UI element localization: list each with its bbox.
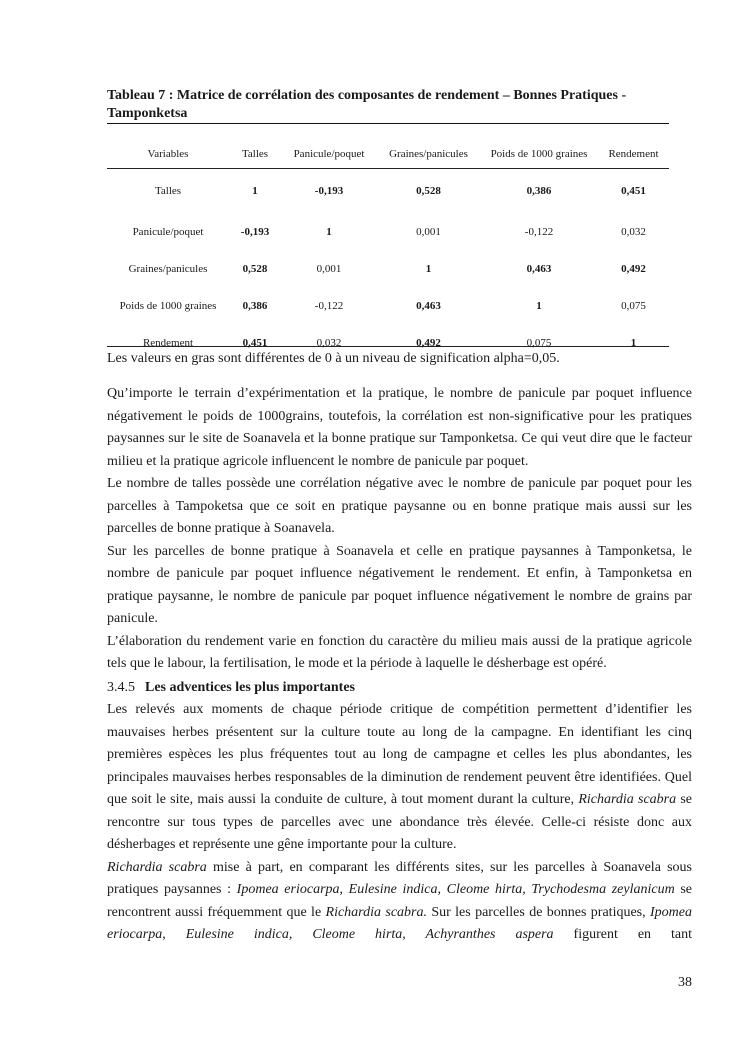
- table-cell: 0,528: [242, 262, 268, 275]
- table-cell: 0,463: [416, 299, 441, 312]
- body-text: [107, 383, 692, 947]
- species-name: Ipomea eriocarpa: [236, 882, 340, 897]
- table-cell: -0,122: [314, 299, 344, 312]
- table-cell: 0,528: [416, 184, 441, 197]
- text-run: se rencontrent aussi fréquemment que le: [107, 882, 692, 920]
- table-row: [107, 213, 669, 250]
- row-label: Panicule/poquet: [132, 225, 204, 238]
- text-run: figurent en tant: [553, 927, 692, 942]
- section-heading: [107, 677, 692, 700]
- text-run: Les relevés aux moments de chaque période critique de compétition permettent d’identifier les mauvaises herbes présentent sur la culture toute au long de la campagne. En identifiant les cinq premières espèces les plus fréquentes tout au long de campagne et celles les plus abondantes, les principales mauvaises herbes responsables de la diminution de rendement peuvent être identifiées. Quel que soit le site, mais aussi la conduite de culture, à tout moment durant la culture,: [107, 702, 692, 807]
- table-cell: -0,193: [314, 184, 344, 197]
- species-name: Eulesine indica, Cleome hirta, Trychodesma zeylanicum: [348, 882, 675, 897]
- table-cell: 1: [252, 184, 258, 197]
- text-run: mise à part, en comparant les différents sites, sur les parcelles à Soanavela sous pratiques paysannes :: [107, 859, 692, 897]
- table-cell: 0,075: [621, 299, 646, 312]
- table-cell: 0,001: [416, 225, 441, 238]
- table-cell: 0,463: [526, 262, 552, 275]
- table-cell: 0,075: [526, 336, 552, 349]
- table-cell: 0,386: [242, 299, 268, 312]
- species-name: Ipomea eriocarpa: [107, 904, 692, 942]
- table-caption: Tableau 7 : Matrice de corrélation des composantes de rendement – Bonnes Pratiques - Tamponketsa: [107, 88, 627, 121]
- text-run: ,: [162, 927, 186, 942]
- row-label: Graines/panicules: [128, 262, 208, 275]
- table-cell: 0,032: [316, 336, 342, 349]
- text-run: ,: [339, 882, 349, 897]
- section-title: Les adventices les plus importantes: [145, 679, 355, 695]
- column-header: Rendement: [608, 148, 659, 161]
- paragraph: [107, 699, 692, 857]
- table-row: [107, 287, 669, 324]
- species-name: Richardia scabra: [107, 859, 207, 875]
- table-cell: 1: [425, 262, 432, 275]
- table-row: [107, 168, 669, 213]
- row-label: Talles: [154, 184, 182, 197]
- table-cell: 0,451: [621, 184, 646, 197]
- text-run: Sur les parcelles de bonnes pratiques,: [426, 904, 650, 920]
- paragraph: L’élaboration du rendement varie en fonction du caractère du milieu mais aussi de la pratique agricole tels que le labour, la fertilisation, le mode et la période à laquelle le désherbage est opéré.: [107, 633, 692, 671]
- table-note: Les valeurs en gras sont différentes de 0 à un niveau de signification alpha=0,05.: [107, 351, 560, 366]
- row-label: Rendement: [142, 336, 194, 349]
- paragraph: Le nombre de talles possède une corrélation négative avec le nombre de panicule par poquet pour les parcelles à Tampoketsa que ce soit en pratique paysanne ou en bonne pratique mais aussi sur les parcelles de bonne pratique à Soanavela.: [107, 476, 692, 536]
- table-body: [107, 168, 669, 361]
- paragraph: Sur les parcelles de bonne pratique à Soanavela et celle en pratique paysannes à Tamponketsa, le nombre de panicule par poquet influence négativement le rendement. Et enfin, à Tamponketsa en pratique paysanne, le nombre de panicule par poquet influence négativement le nombre de grains par panicule.: [107, 543, 692, 626]
- species-name: Eulesine indica, Cleome hirta, Achyranthes aspera: [185, 927, 554, 942]
- text-run: se rencontre sur tous types de parcelles avec une abondance très élevée. Celle-ci résiste donc aux désherbages et représente une gêne importante pour la culture.: [107, 792, 692, 852]
- table-top-rule: [107, 123, 669, 124]
- table-cell: 0,451: [242, 336, 268, 349]
- page-number: 38: [678, 975, 692, 990]
- table-header-row: [107, 141, 669, 168]
- column-header: Graines/panicules: [389, 148, 468, 161]
- table-cell: 0,386: [526, 184, 552, 197]
- column-header: Panicule/poquet: [293, 148, 365, 161]
- correlation-table: [107, 141, 669, 361]
- paragraph: [107, 857, 692, 947]
- table-row: [107, 250, 669, 287]
- species-name: Richardia scabra: [578, 792, 677, 807]
- table-cell: -0,193: [240, 225, 270, 238]
- table-cell: 0,001: [316, 262, 342, 275]
- row-label: Poids de 1000 graines: [119, 299, 217, 312]
- table-cell: -0,122: [524, 225, 554, 238]
- table-cell: 0,492: [621, 262, 646, 275]
- column-header: Poids de 1000 graines: [490, 148, 588, 161]
- section-number: 3.4.5: [107, 679, 135, 695]
- column-header: Talles: [241, 148, 269, 161]
- table-cell: 1: [326, 225, 332, 238]
- paragraph: Qu’importe le terrain d’expérimentation et la pratique, le nombre de panicule par poquet influence négativement le poids de 1000grains, toutefois, la corrélation est non-significative pour les pratiques paysannes sur le site de Soanavela et la bonne pratique sur Tamponketsa. Ce qui veut dire que le facteur milieu et la pratique agricole influencent le nombre de panicule par poquet.: [107, 386, 692, 469]
- table-cell: 1: [630, 336, 637, 349]
- table-cell: 0,492: [416, 336, 441, 349]
- table-cell: 0,032: [621, 225, 646, 238]
- column-header: Variables: [147, 148, 189, 161]
- table-bottom-rule: [107, 346, 669, 347]
- species-name: Richardia scabra.: [325, 904, 427, 920]
- table-cell: 1: [536, 299, 542, 312]
